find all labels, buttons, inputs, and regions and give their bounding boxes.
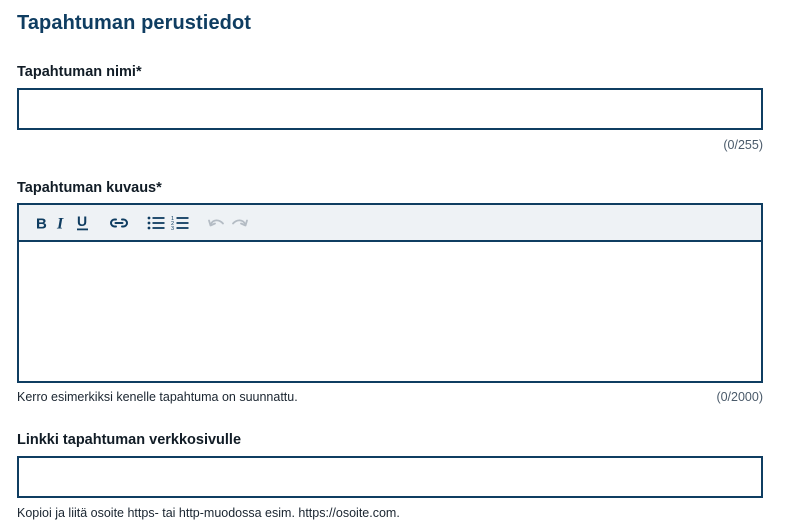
italic-icon[interactable] — [55, 212, 69, 234]
section-title: Tapahtuman perustiedot — [17, 12, 252, 34]
redo-icon[interactable] — [231, 212, 249, 234]
event-description-counter: (0/2000) — [716, 390, 763, 404]
underline-icon[interactable] — [75, 212, 91, 234]
svg-text:3: 3 — [171, 225, 175, 231]
event-website-helper: Kopioi ja liitä osoite https- tai http-muodossa esim. https://osoite.com. — [17, 506, 400, 520]
svg-text:I: I — [57, 215, 64, 231]
editor-toolbar — [19, 205, 761, 242]
event-name-field-container — [17, 88, 763, 130]
event-name-input[interactable] — [19, 90, 761, 128]
svg-text:B: B — [36, 215, 47, 231]
event-website-label: Linkki tapahtuman verkkosivulle — [17, 432, 242, 448]
link-icon[interactable] — [109, 212, 129, 234]
undo-icon[interactable] — [207, 212, 225, 234]
event-website-input[interactable] — [19, 458, 761, 496]
svg-text:U: U — [77, 213, 88, 229]
event-description-helper: Kerro esimerkiksi kenelle tapahtuma on suunnattu. — [17, 390, 298, 404]
bold-icon[interactable] — [35, 212, 49, 234]
event-website-field-container — [17, 456, 763, 498]
bulleted-list-icon[interactable] — [147, 212, 165, 234]
event-name-counter: (0/255) — [723, 138, 763, 152]
numbered-list-icon[interactable] — [171, 212, 189, 234]
event-description-textarea[interactable] — [19, 242, 761, 381]
event-description-label: Tapahtuman kuvaus* — [17, 180, 162, 196]
svg-text:1: 1 — [171, 215, 175, 222]
event-name-label: Tapahtuman nimi* — [17, 64, 142, 80]
svg-text:2: 2 — [171, 220, 175, 227]
event-description-editor — [17, 203, 763, 383]
